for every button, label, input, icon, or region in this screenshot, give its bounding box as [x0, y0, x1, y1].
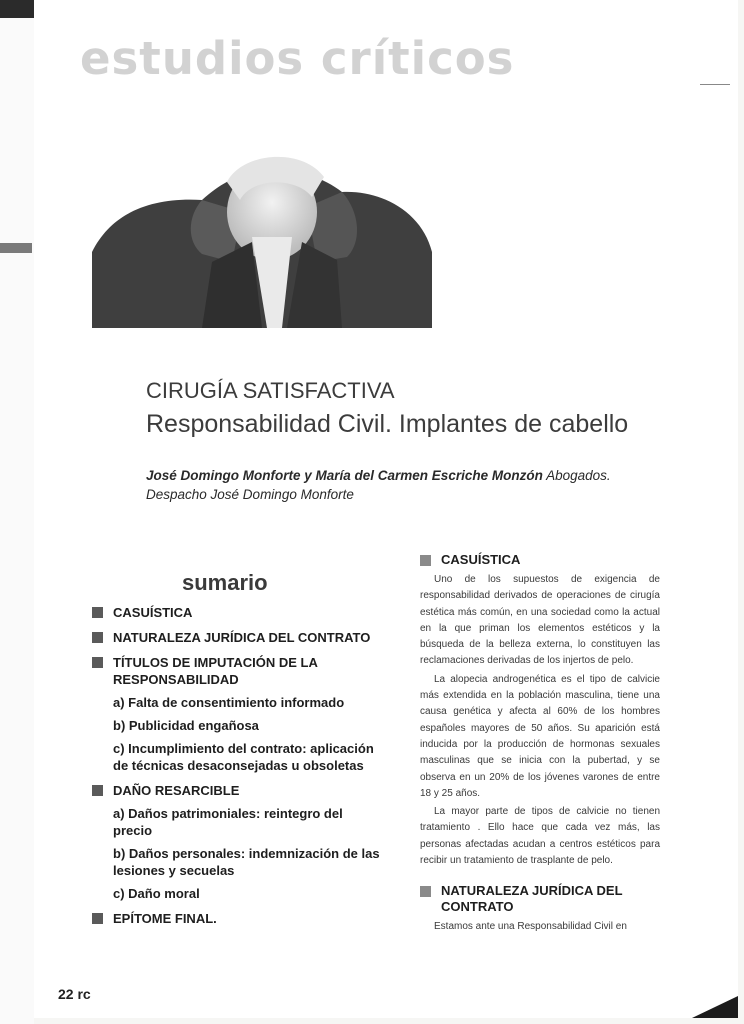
section-heading-label: CASUÍSTICA [441, 552, 521, 567]
author-role: Abogados. [546, 468, 611, 483]
article-photo [92, 142, 432, 328]
toc-subitem: c) Incumplimiento del contrato: aplicación de técnicas desaconsejadas u obsoletas [113, 741, 374, 773]
page-corner [692, 996, 738, 1018]
affiliation: Despacho José Domingo Monforte [146, 487, 354, 502]
bullet-square-icon [420, 886, 431, 897]
journal-abbrev: rc [77, 986, 91, 1002]
byline [146, 466, 706, 504]
toc-item-label: DAÑO RESARCIBLE [113, 783, 240, 798]
section-title: estudios críticos [80, 32, 515, 85]
toc-subitem: c) Daño moral [113, 886, 200, 901]
table-of-contents [92, 604, 382, 935]
toc-item-label: EPÍTOME FINAL. [113, 911, 217, 926]
toc-item [92, 782, 382, 799]
article-title: Responsabilidad Civil. Implantes de cabello [146, 410, 629, 438]
body-paragraph: La alopecia androgenética es el tipo de calvicie más extendida en la población masculina, tiene una causa genética y afecta al 60% de los hombres españoles mayores de 50 años. Su aparición está inducida por la producción de hormonas sexuales masculinas que se inicia con la pubertad, y se observa en un 20% de los jóvenes varones de entre 18 y 25 años. [420, 673, 660, 799]
toc-item-label: CASUÍSTICA [113, 605, 193, 620]
page-number: 22 [58, 986, 74, 1002]
bullet-square-icon [92, 913, 103, 924]
bullet-square-icon [92, 632, 103, 643]
body-paragraph: Uno de los supuestos de exigencia de responsabilidad derivados de operaciones de cirugía estética más común, en una sociedad como la actual en la que priman los elementos estéticos y la búsqueda de la belleza externa, lo constituyen las reclamaciones derivadas de los injertos de pelo. [420, 574, 660, 667]
toc-subitem: b) Publicidad engañosa [113, 718, 259, 733]
section-heading-label: NATURALEZA JURÍDICA DEL CONTRATO [441, 883, 623, 915]
section-heading [420, 883, 660, 915]
bullet-square-icon [92, 785, 103, 796]
scan-top-shadow [0, 0, 34, 18]
sumario-heading: sumario [182, 570, 268, 595]
bullet-square-icon [92, 657, 103, 668]
section-heading [420, 552, 660, 568]
toc-item [92, 654, 382, 688]
page-footer [58, 986, 91, 1002]
bullet-square-icon [92, 607, 103, 618]
scan-left-margin [0, 0, 34, 1024]
bullet-square-icon [420, 555, 431, 566]
body-paragraph: Estamos ante una Responsabilidad Civil en [434, 921, 627, 933]
article-kicker: CIRUGÍA SATISFACTIVA [146, 378, 395, 403]
toc-item-label: TÍTULOS DE IMPUTACIÓN DE LA RESPONSABILIDAD [113, 655, 318, 687]
toc-item [92, 910, 382, 927]
scan-artifact [700, 84, 730, 85]
toc-item [92, 629, 382, 646]
toc-subitem: a) Falta de consentimiento informado [113, 695, 345, 710]
authors: José Domingo Monforte y María del Carmen Escriche Monzón [146, 468, 543, 483]
toc-subitem: b) Daños personales: indemnización de las lesiones y secuelas [113, 846, 380, 878]
body-paragraph: La mayor parte de tipos de calvicie no tienen tratamiento . Ello hace que cada vez más, las personas afectadas acudan a centros estéticos para recibir un tratamiento de trasplante de pelo. [420, 806, 660, 867]
scan-side-mark [0, 243, 32, 253]
toc-item-label: NATURALEZA JURÍDICA DEL CONTRATO [113, 630, 371, 645]
body-column [420, 552, 660, 938]
toc-item [92, 604, 382, 621]
toc-subitem: a) Daños patrimoniales: reintegro del precio [113, 806, 343, 838]
